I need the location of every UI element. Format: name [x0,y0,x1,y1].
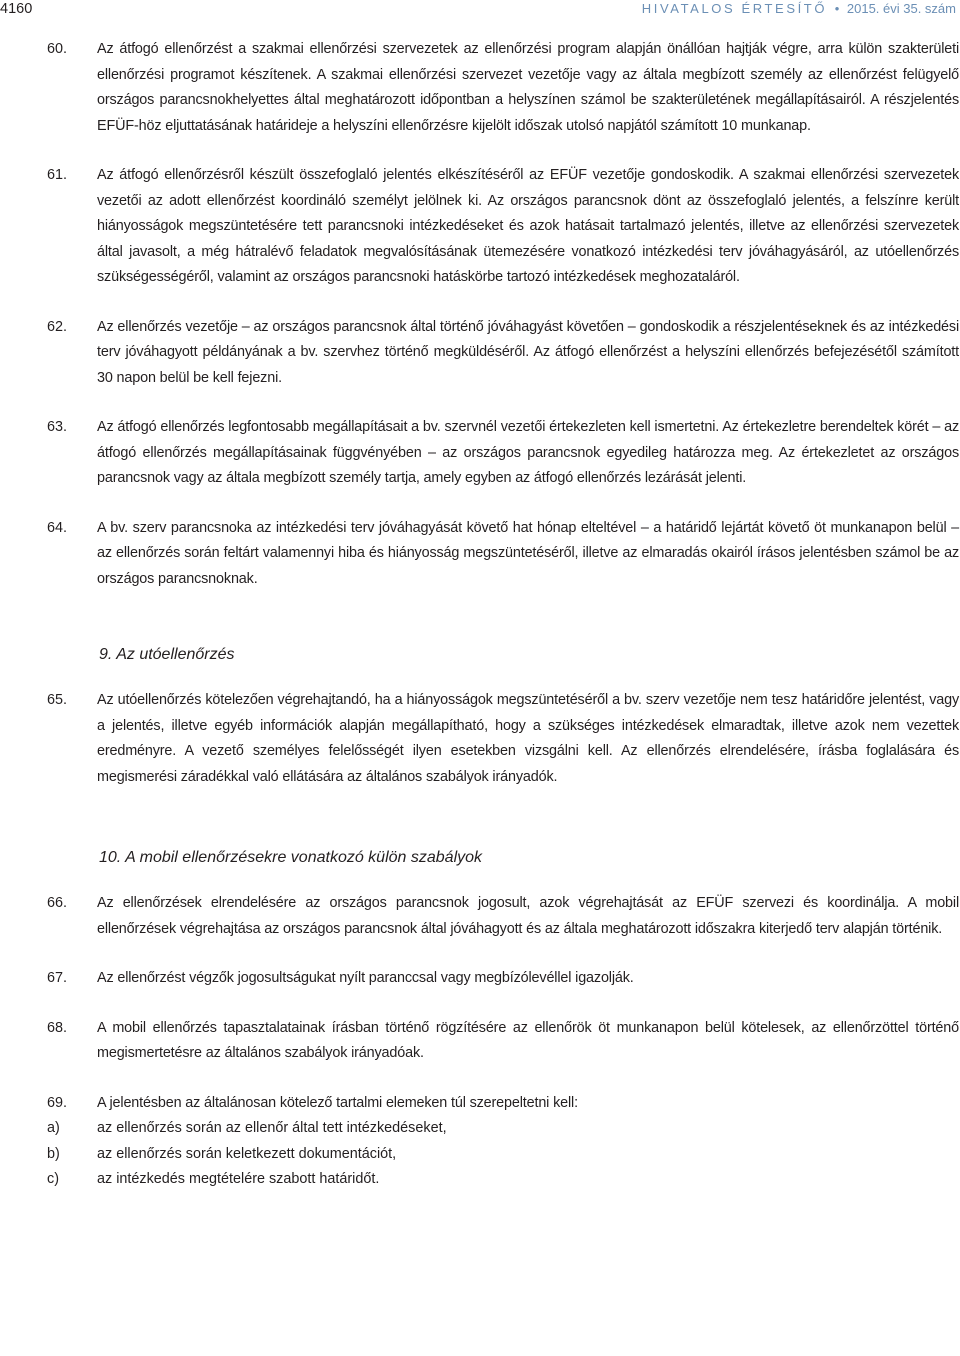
paragraph-65 [47,688,959,790]
paragraph-text: Az átfogó ellenőrzés legfontosabb megállapításait a bv. szervnél vezetői értekezleten kell ismertetni. Az értekezletre berendeltek körét – az átfogó ellenőrzés megállapításainak függvényében – az országos parancsnok egyedileg határozza meg. Az értekezletet az országos parancsnok vagy az általa megbízott személy tartja, amely egyben az átfogó ellenőrzés lezárását jelenti. [97,419,959,486]
paragraph-64 [47,516,959,593]
paragraph-text: A mobil ellenőrzés tapasztalatainak írásban történő rögzítésére az ellenőrök öt munkanapon belül kötelesek, az ellenőrzöttel történő megismertetésre az általános szabályok irányadóak. [97,1019,959,1061]
issue-number: 2015. évi 35. szám [846,1,956,16]
page-number: 4160 [0,1,33,17]
paragraph-number: 63. [47,419,68,435]
list-item [47,1142,959,1168]
list-label: c) [47,1171,59,1187]
document-body [47,37,959,1193]
paragraph-60 [47,37,959,139]
section-title-9: 9. Az utóellenőrzés [99,646,235,663]
header-separator: • [834,1,840,16]
paragraph-text: Az ellenőrzések elrendelésére az országos parancsnok jogosult, azok végrehajtását az EFÜF szervezi és koordinálja. A mobil ellenőrzések végrehajtása az országos parancsnok által jóváhagyott és az általa meghatározott időszakra kiterjedő terv alapján történik. [97,895,959,937]
paragraph-number: 65. [47,692,68,708]
list-text: az intézkedés megtételére szabott határidőt. [97,1171,380,1187]
paragraph-66 [47,891,959,942]
paragraph-number: 67. [47,970,68,986]
list-label: a) [47,1120,60,1136]
paragraph-number: 60. [47,41,68,57]
journal-title: HIVATALOS ÉRTESÍTŐ [641,1,828,16]
list-text: az ellenőrzés során az ellenőr által tett intézkedéseket, [97,1120,447,1136]
paragraph-text: Az ellenőrzés vezetője – az országos parancsnok által történő jóváhagyást követően – gondoskodik a részjelentéseknek és az intézkedési terv jóváhagyott példányának a bv. szervhez történő megküldéséről. Az átfogó ellenőrzést a helyszíni ellenőrzés befejezésétől számított 30 napon belül be kell fejezni. [97,318,959,386]
paragraph-text: A bv. szerv parancsnoka az intézkedési terv jóváhagyását követő hat hónap elteltével – a határidő lejártát követő öt munkanapon belül – az ellenőrzés során feltárt valamennyi hiba és hiányosság megszüntetéséről, illetve az elmaradás okairól írásos jelentésben számol be az országos parancsnoknak. [97,519,959,587]
paragraph-68 [47,1016,959,1067]
list-item [47,1167,959,1193]
list-label: b) [47,1145,60,1162]
paragraph-text: Az átfogó ellenőrzésről készült összefoglaló jelentés elkészítéséről az EFÜF vezetője gondoskodik. A szakmai ellenőrzési szervezetek vezetői az adott ellenőrzést koordináló személyt jelölnek ki. Az országos parancsnok dönt az összefoglaló jelentés, a felszínre került hiányosságok megszüntetésére tett parancsnoki intézkedéseket és azok hatásait tartalmazó jelentés, illetve az ellenőrzési szervezetek által javasolt, a még hátralévő feladatok megvalósításának ütemezésére vonatkozó intézkedési terv jóváhagyásáról, az utóellenőrzés szükségességéről, valamint az országos parancsnoki hatáskörbe tartozó intézkedések meghozataláról. [97,167,959,285]
paragraph-63 [47,415,959,492]
journal-header [642,0,956,18]
list-item [47,1116,959,1142]
paragraph-text: Az ellenőrzést végzők jogosultságukat nyílt paranccsal vagy megbízólevéllel igazolják. [97,970,634,986]
paragraph-text: Az utóellenőrzés kötelezően végrehajtandó, ha a hiányosságok megszüntetéséről a bv. szerv vezetője nem tesz határidőre jelentést, vagy a jelentés, illetve egyéb információk alapján megállapítható, hogy a szükséges intézkedések elmaradtak, illetve azok nem vezettek eredményre. A vezető személyes felelősségét ilyen esetekben vizsgálni kell. Az ellenőrzés elrendelésére, írásba foglalására és megismerési záradékkal való ellátására az általános szabályok irányadók. [97,692,959,785]
paragraph-62 [47,315,959,392]
paragraph-number: 69. [47,1094,68,1111]
paragraph-number: 61. [47,167,68,183]
section-title-10: 10. A mobil ellenőrzésekre vonatkozó külön szabályok [99,849,483,866]
paragraph-text: A jelentésben az általánosan kötelező tartalmi elemeken túl szerepeltetni kell: [97,1094,578,1111]
paragraph-number: 66. [47,895,68,911]
required-content-list [47,1116,959,1193]
paragraph-number: 64. [47,519,68,536]
paragraph-61 [47,163,959,291]
paragraph-67 [47,966,959,992]
paragraph-69 [47,1091,959,1117]
paragraph-text: Az átfogó ellenőrzést a szakmai ellenőrzési szervezetek az ellenőrzési program alapján önállóan hajtják végre, arra külön szakterületi ellenőrzési programot készítenek. A szakmai ellenőrzési szervezet vezetője vagy az általa megbízott személy az ellenőrzést felügyelő országos parancsnokhelyettes által meghatározott időpontban a helyszínen számol be szakterületének megállapításairól. A részjelentés EFÜF-höz eljuttatásának határideje a helyszíni ellenőrzésre kijelölt időszak utolsó napjától számított 10 munkanap. [97,41,959,134]
paragraph-number: 62. [47,318,68,335]
list-text: az ellenőrzés során keletkezett dokumentációt, [97,1145,397,1162]
page-header [0,0,960,20]
paragraph-number: 68. [47,1019,68,1036]
